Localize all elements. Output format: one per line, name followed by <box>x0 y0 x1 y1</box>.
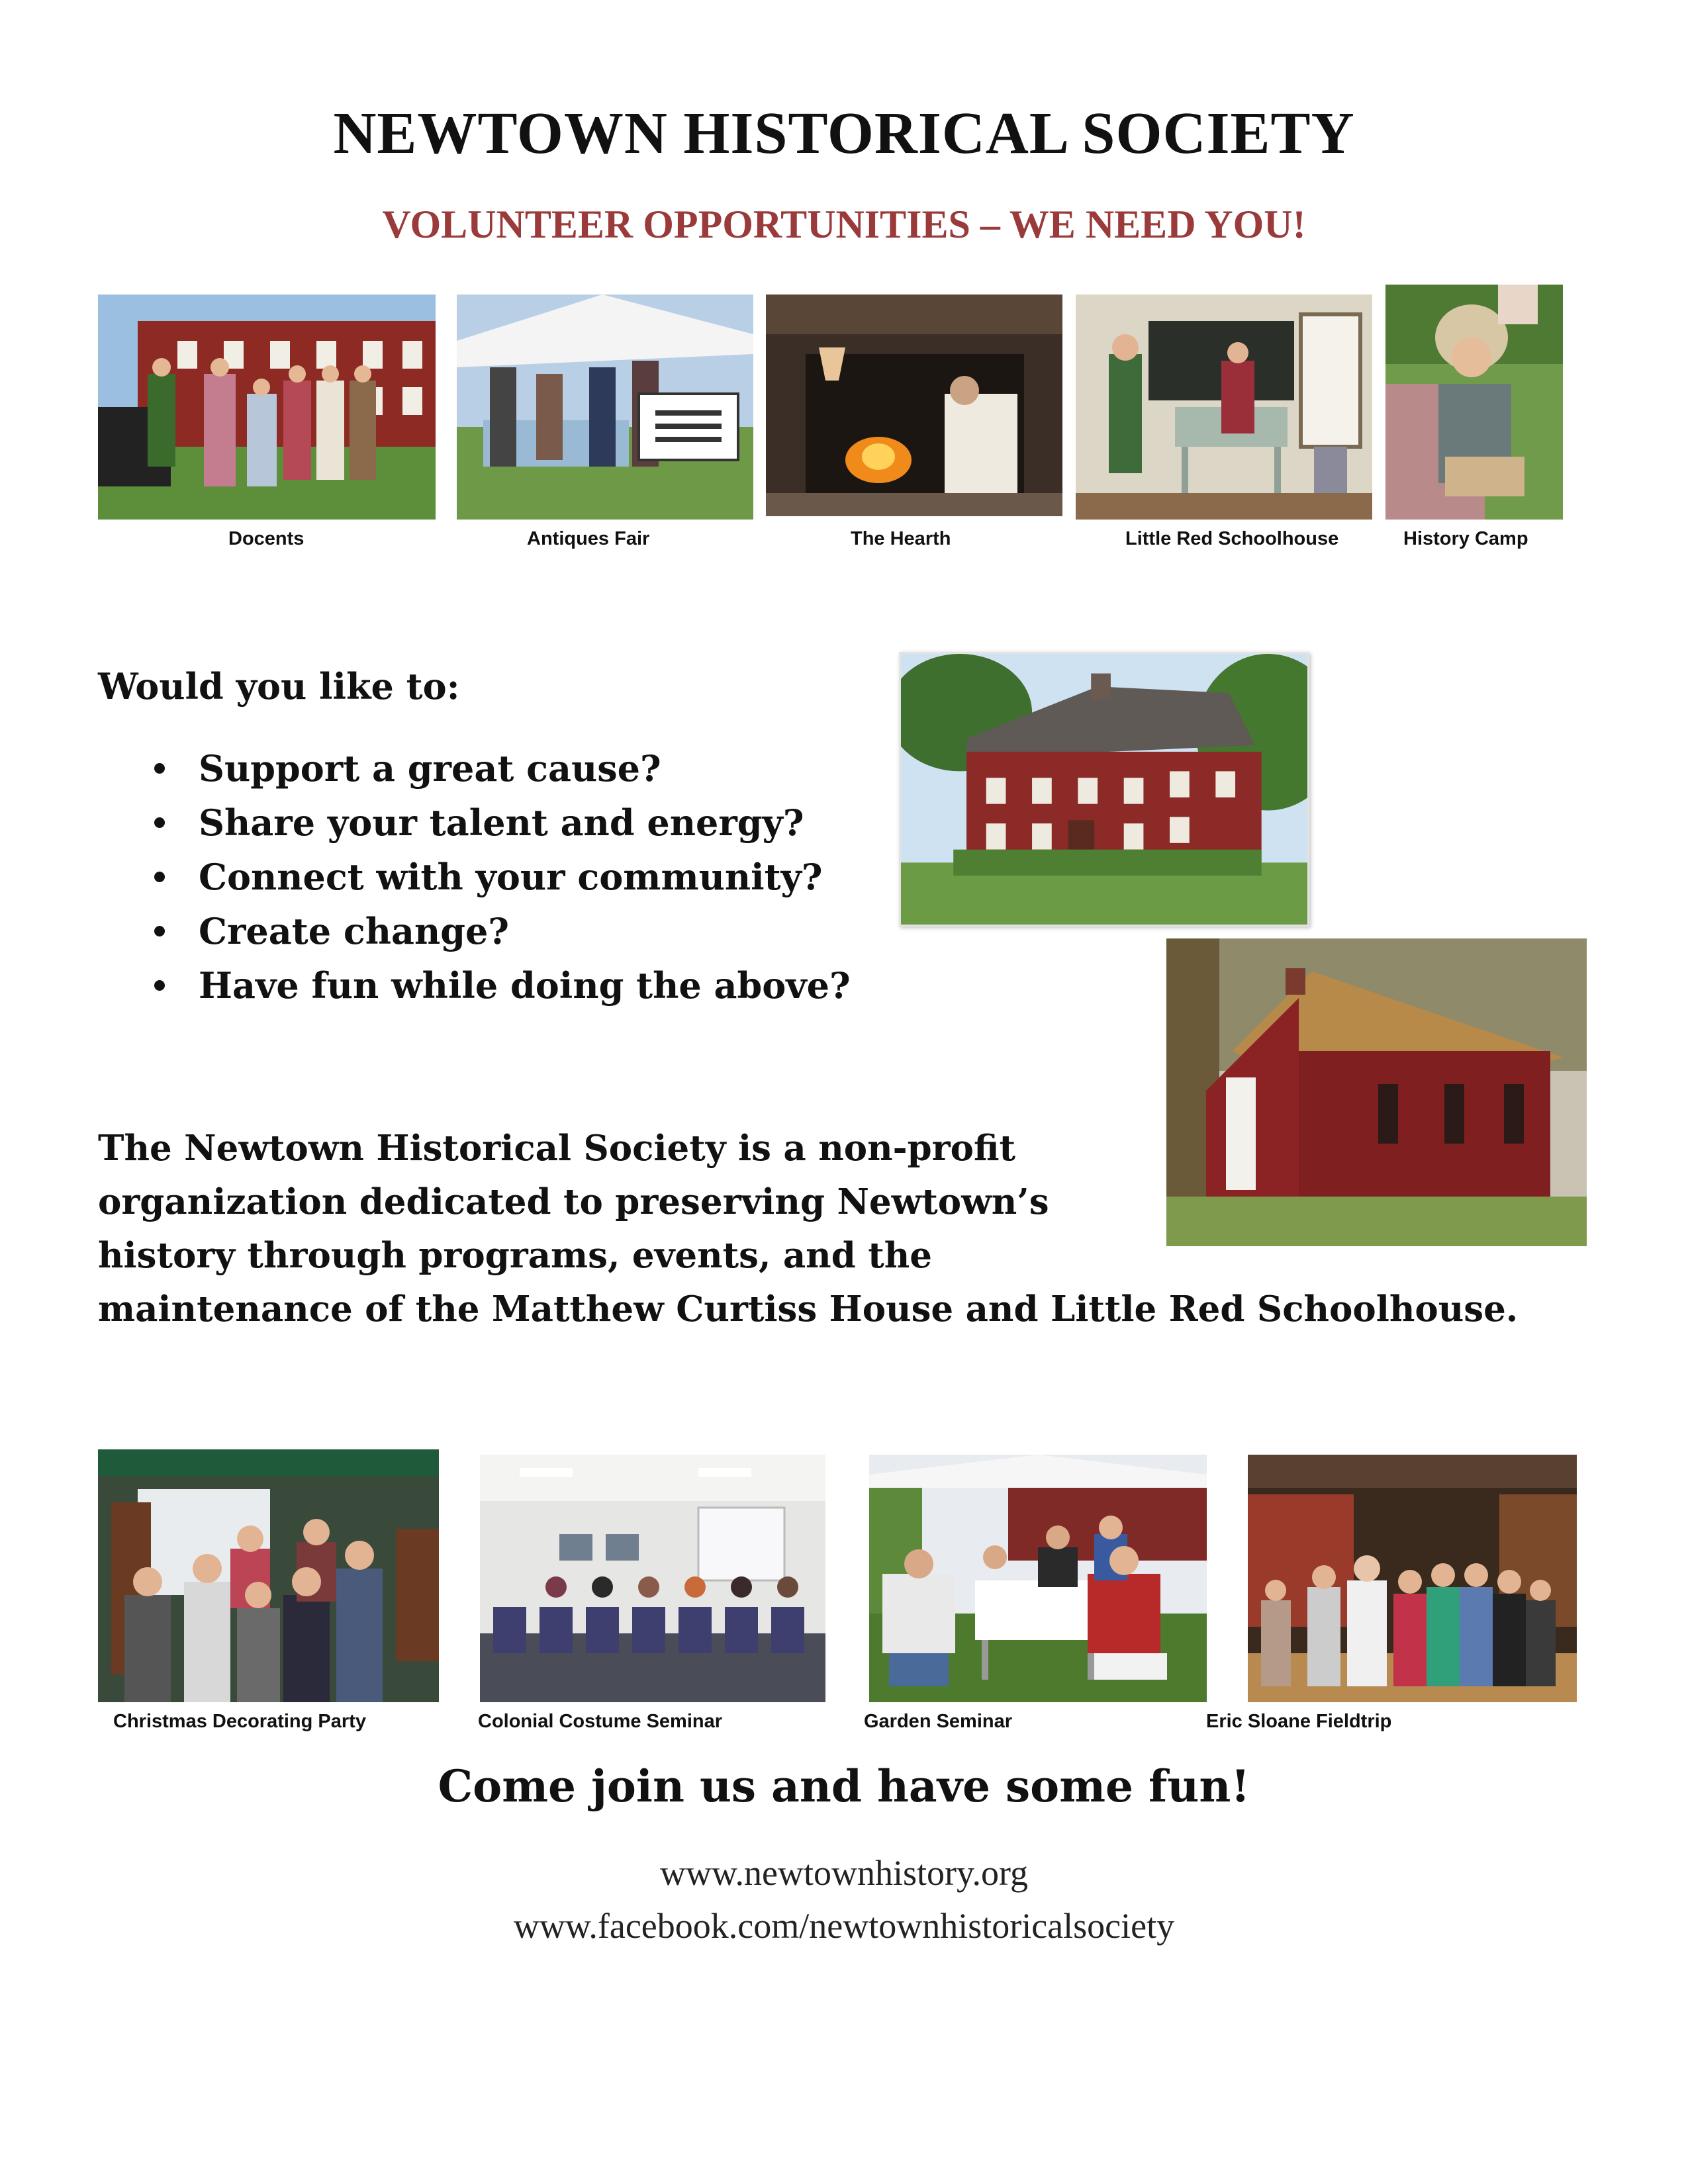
intro-question: Would you like to: <box>98 665 460 707</box>
bullet-icon <box>154 980 165 991</box>
footer-links <box>0 1846 1688 1952</box>
list-item: Connect with your community? <box>98 850 851 904</box>
photo-garden-seminar <box>869 1455 1207 1702</box>
bullet-icon <box>154 872 165 882</box>
facebook-link[interactable]: www.facebook.com/newtownhistoricalsociety <box>513 1906 1175 1946</box>
page-subtitle: VOLUNTEER OPPORTUNITIES – WE NEED YOU! <box>382 203 1306 246</box>
photo-christmas-decorating-party <box>98 1449 439 1702</box>
bullet-icon <box>154 926 165 936</box>
photo-eric-sloane-fieldtrip <box>1248 1455 1577 1702</box>
photo-little-red-schoolhouse <box>1076 295 1372 520</box>
caption-christmas-decorating-party: Christmas Decorating Party <box>113 1711 366 1732</box>
caption-history-camp: History Camp <box>1403 528 1528 549</box>
about-line: The Newtown Historical Society is a non-profit <box>98 1128 1015 1169</box>
bullet-icon <box>154 763 165 774</box>
about-paragraph <box>98 1122 1607 1336</box>
about-line: organization dedicated to preserving Newtown’s <box>98 1181 1049 1222</box>
caption-colonial-costume-seminar: Colonial Costume Seminar <box>478 1711 723 1732</box>
photo-matthew-curtiss-house <box>899 652 1309 927</box>
photo-docents <box>98 295 436 520</box>
photo-colonial-costume-seminar <box>480 1455 825 1702</box>
caption-the-hearth: The Hearth <box>851 528 951 549</box>
caption-antiques-fair: Antiques Fair <box>527 528 650 549</box>
call-to-action: Come join us and have some fun! <box>438 1760 1250 1812</box>
caption-garden-seminar: Garden Seminar <box>864 1711 1013 1732</box>
about-line: maintenance of the Matthew Curtiss House and Little Red Schoolhouse. <box>98 1289 1519 1330</box>
bullet-icon <box>154 817 165 828</box>
list-item: Have fun while doing the above? <box>98 958 851 1013</box>
photo-history-camp <box>1385 285 1563 520</box>
website-link[interactable]: www.newtownhistory.org <box>660 1853 1028 1893</box>
photo-the-hearth <box>766 295 1062 516</box>
caption-docents: Docents <box>228 528 305 549</box>
caption-little-red-schoolhouse: Little Red Schoolhouse <box>1125 528 1339 549</box>
intro-bullet-list <box>98 741 851 1013</box>
caption-eric-sloane-fieldtrip: Eric Sloane Fieldtrip <box>1206 1711 1392 1732</box>
list-item: Create change? <box>98 904 851 958</box>
list-item: Share your talent and energy? <box>98 796 851 850</box>
photo-antiques-fair <box>457 295 753 520</box>
about-line: history through programs, events, and the <box>98 1235 932 1276</box>
page-title: NEWTOWN HISTORICAL SOCIETY <box>333 101 1355 166</box>
list-item: Support a great cause? <box>98 741 851 796</box>
